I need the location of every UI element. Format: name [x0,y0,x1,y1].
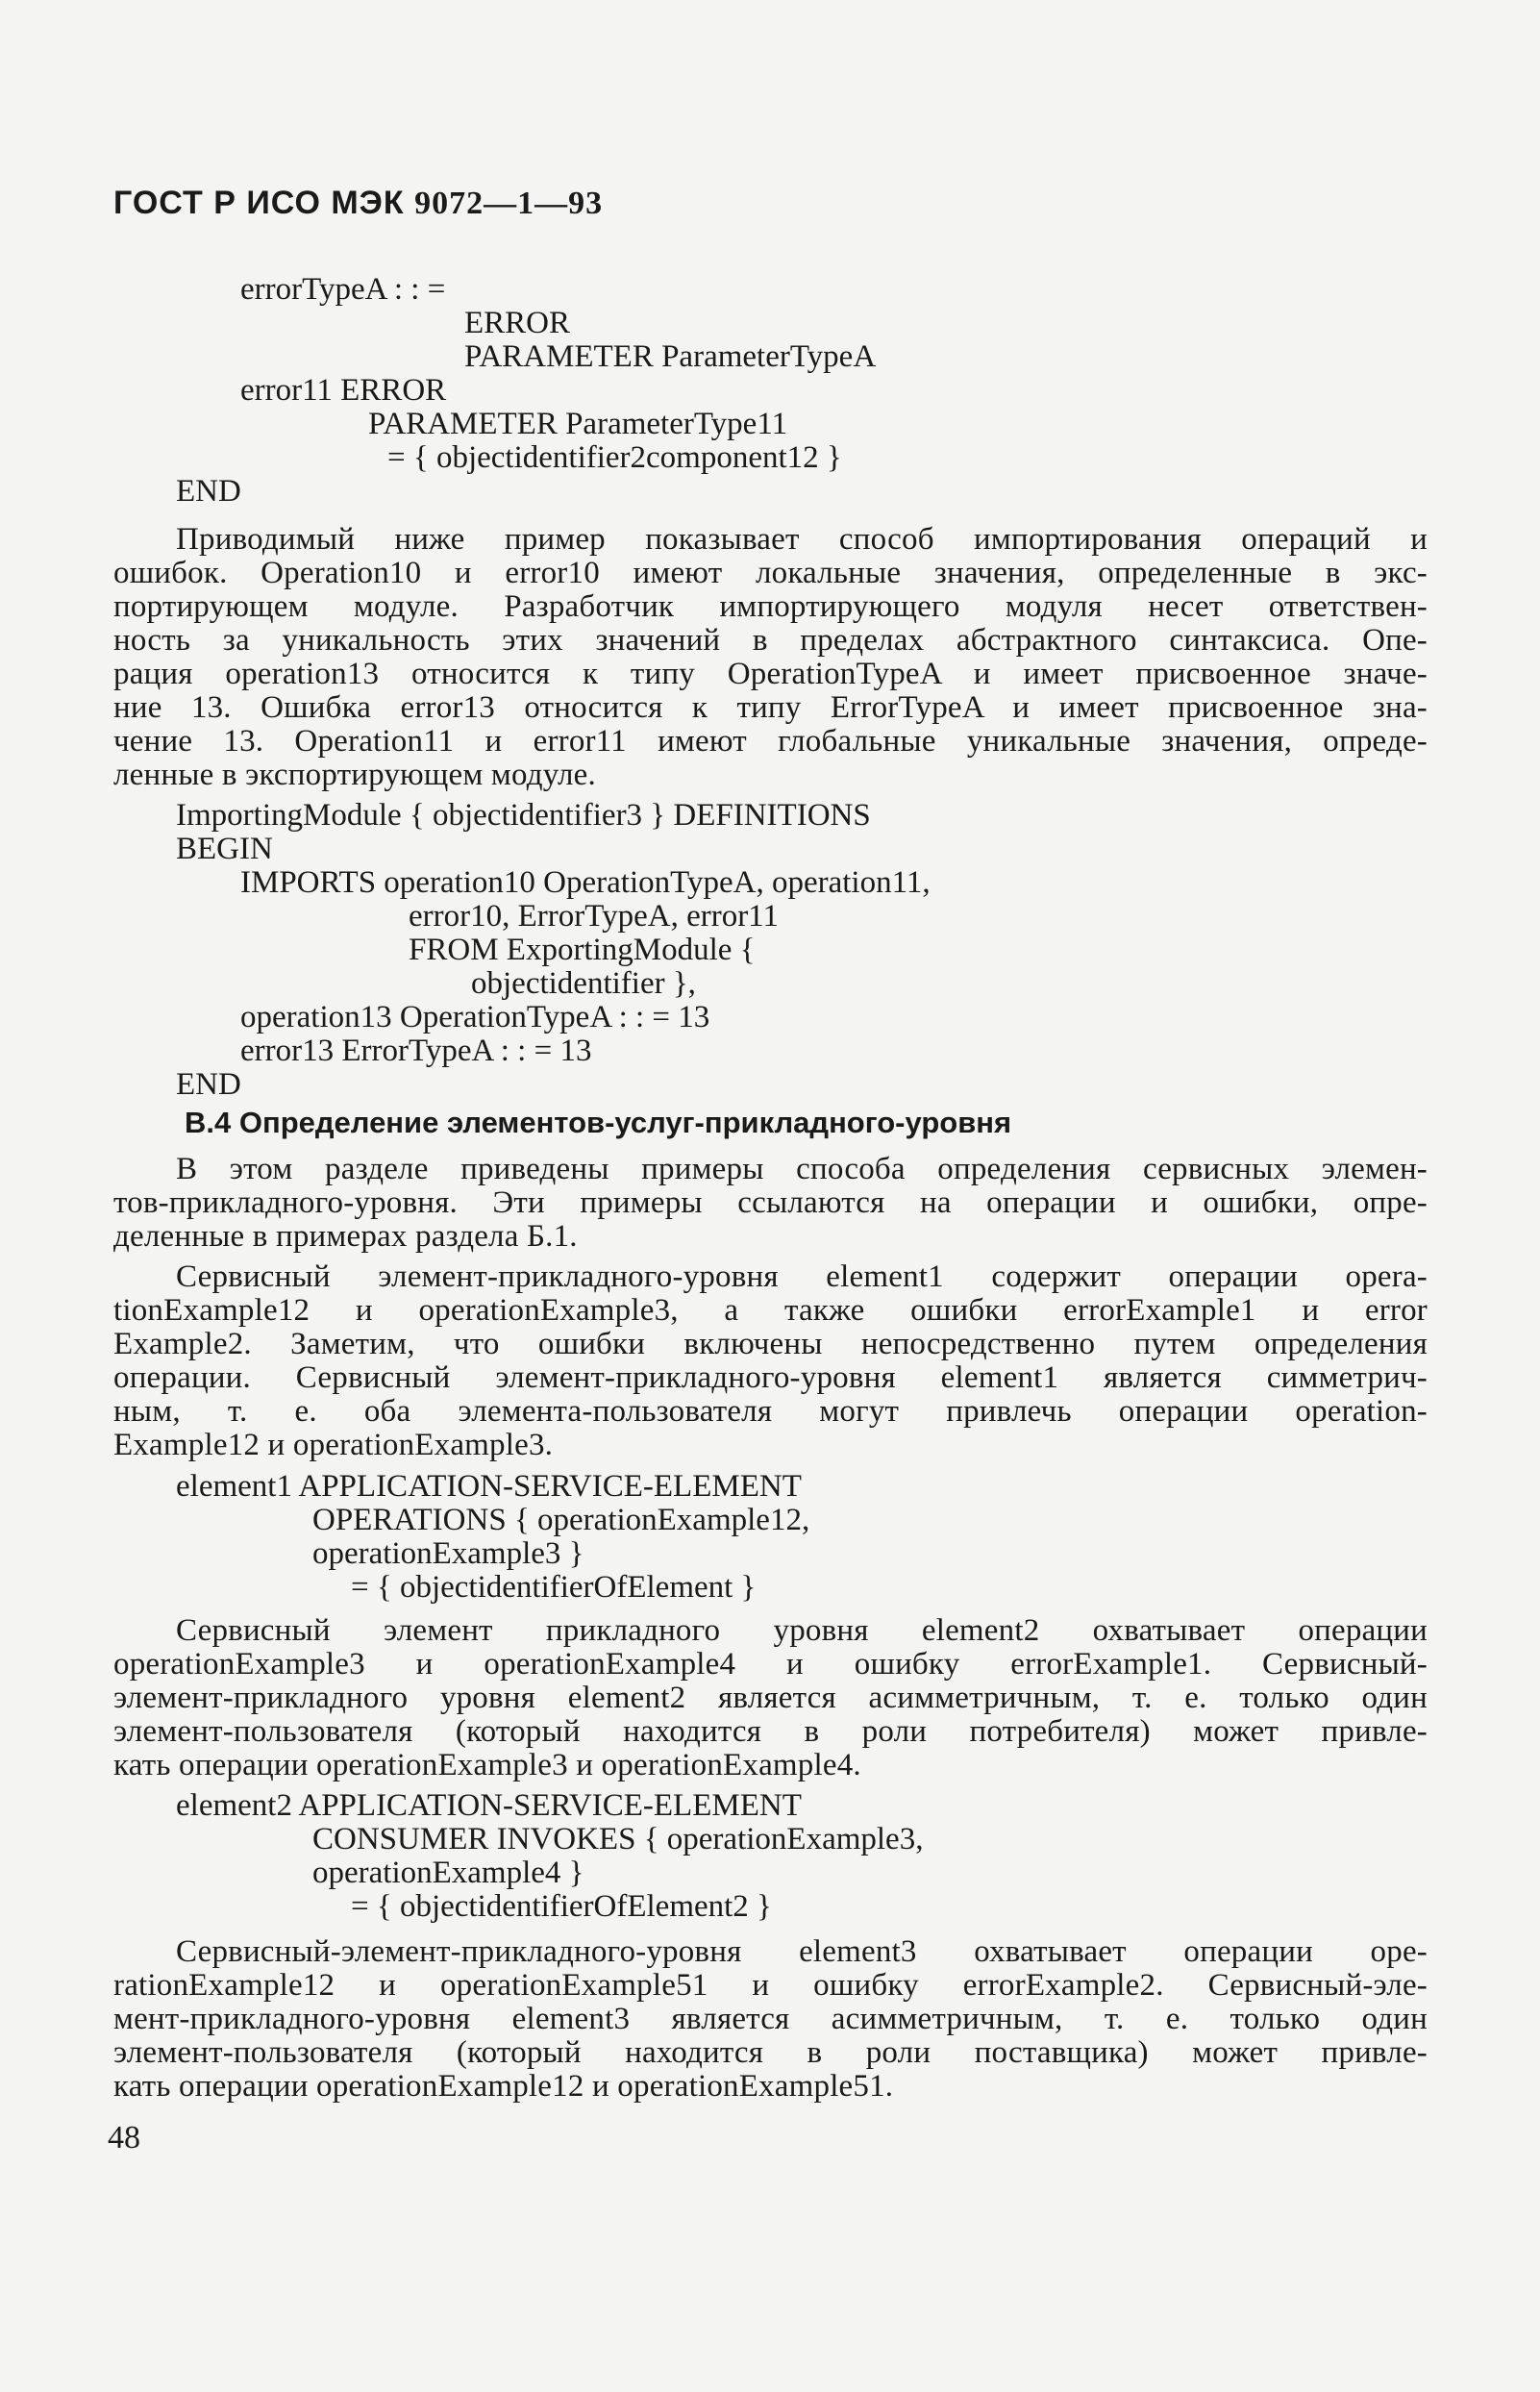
paragraph-line: элемент-пользователя (который находится в роли поставщика) может привле- [113,2035,1428,2070]
code-line: END [176,1067,241,1102]
paragraph-line: кать операции operationExample12 и operationExample51. [113,2069,894,2104]
code-line: OPERATIONS { operationExample12, [312,1503,810,1537]
paragraph-line: ние 13. Ошибка error13 относится к типу ErrorTypeA и имеет присвоенное зна- [113,690,1428,725]
code-line: error10, ErrorTypeA, error11 [409,899,779,934]
code-line: IMPORTS operation10 OperationTypeA, operation11, [240,865,931,900]
code-line: FROM ExportingModule { [409,933,756,967]
standard-name: ГОСТ Р ИСО МЭК [113,185,405,221]
code-line: element2 APPLICATION-SERVICE-ELEMENT [176,1788,802,1823]
paragraph-line: деленные в примерах раздела Б.1. [113,1219,578,1254]
code-line: ImportingModule { objectidentifier3 } DEFINITIONS [176,798,871,833]
paragraph-line: operationExample3 и operationExample4 и ошибку errorExample1. Сервисный- [113,1647,1428,1682]
paragraph-line: ность за уникальность этих значений в пределах абстрактного синтаксиса. Опе- [113,623,1428,658]
code-line: PARAMETER ParameterType11 [368,407,788,441]
paragraph-line: кать операции operationExample3 и operationExample4. [113,1748,861,1782]
code-line: error13 ErrorTypeA : : = 13 [240,1034,592,1068]
standard-number: 9072—1—93 [414,186,604,221]
code-line: PARAMETER ParameterTypeA [464,339,877,374]
paragraph-line: тов-прикладного-уровня. Эти примеры ссылаются на операции и ошибки, опре- [113,1185,1428,1220]
page-number: 48 [108,2120,140,2155]
paragraph-line: Сервисный элемент прикладного уровня element2 охватывает операции [176,1613,1428,1648]
code-line: element1 APPLICATION-SERVICE-ELEMENT [176,1469,802,1504]
code-line: operationExample4 } [312,1856,584,1890]
paragraph-line: Example2. Заметим, что ошибки включены непосредственно путем определения [113,1327,1428,1361]
paragraph-line: Приводимый ниже пример показывает способ импортирования операций и [176,522,1428,557]
code-line: error11 ERROR [240,373,447,408]
paragraph-line: операции. Сервисный элемент-прикладного-уровня element1 является симметрич- [113,1360,1428,1395]
paragraph-line: элемент-пользователя (который находится в роли потребителя) может привле- [113,1714,1428,1749]
paragraph-line: ленные в экспортирующем модуле. [113,758,596,792]
paragraph-line: мент-прикладного-уровня element3 является асимметричным, т. е. только один [113,2002,1428,2036]
section-title: B.4 Определение элементов-услуг-прикладного-уровня [185,1106,1012,1139]
paragraph-line: tionExample12 и operationExample3, а также ошибки errorExample1 и error [113,1293,1428,1328]
code-line: END [176,474,241,509]
code-line: operationExample3 } [312,1536,584,1571]
paragraph-line: Example12 и operationExample3. [113,1428,554,1462]
code-line: operation13 OperationTypeA : : = 13 [240,1000,710,1034]
paragraph-line: элемент-прикладного уровня element2 является асимметричным, т. е. только один [113,1681,1428,1715]
paragraph-line: чение 13. Operation11 и error11 имеют глобальные уникальные значения, опреде- [113,724,1428,759]
code-line: errorTypeA : : = [240,272,446,307]
paragraph-line: рация operation13 относится к типу OperationTypeA и имеет присвоенное значе- [113,657,1428,691]
paragraph-line: rationExample12 и operationExample51 и ошибку errorExample2. Сервисный-эле- [113,1968,1428,2003]
document-header [113,185,603,222]
code-line: CONSUMER INVOKES { operationExample3, [312,1822,924,1856]
code-line: BEGIN [176,832,273,866]
code-line: ERROR [464,306,571,340]
paragraph-line: портирующем модуле. Разработчик импортирующего модуля несет ответствен- [113,589,1428,624]
paragraph-line: Сервисный элемент-прикладного-уровня element1 содержит операции opera- [176,1259,1428,1294]
paragraph-line: Сервисный-элемент-прикладного-уровня element3 охватывает операции ope- [176,1934,1428,1969]
paragraph-line: В этом разделе приведены примеры способа определения сервисных элемен- [176,1152,1428,1186]
paragraph-line: ошибок. Operation10 и error10 имеют локальные значения, определенные в экс- [113,556,1428,590]
code-line: objectidentifier }, [471,966,696,1001]
paragraph-line: ным, т. е. оба элемента-пользователя могут привлечь операции operation- [113,1394,1428,1429]
code-line: = { objectidentifier2component12 } [387,440,842,475]
code-line: = { objectidentifierOfElement2 } [351,1889,772,1924]
code-line: = { objectidentifierOfElement } [351,1570,757,1605]
